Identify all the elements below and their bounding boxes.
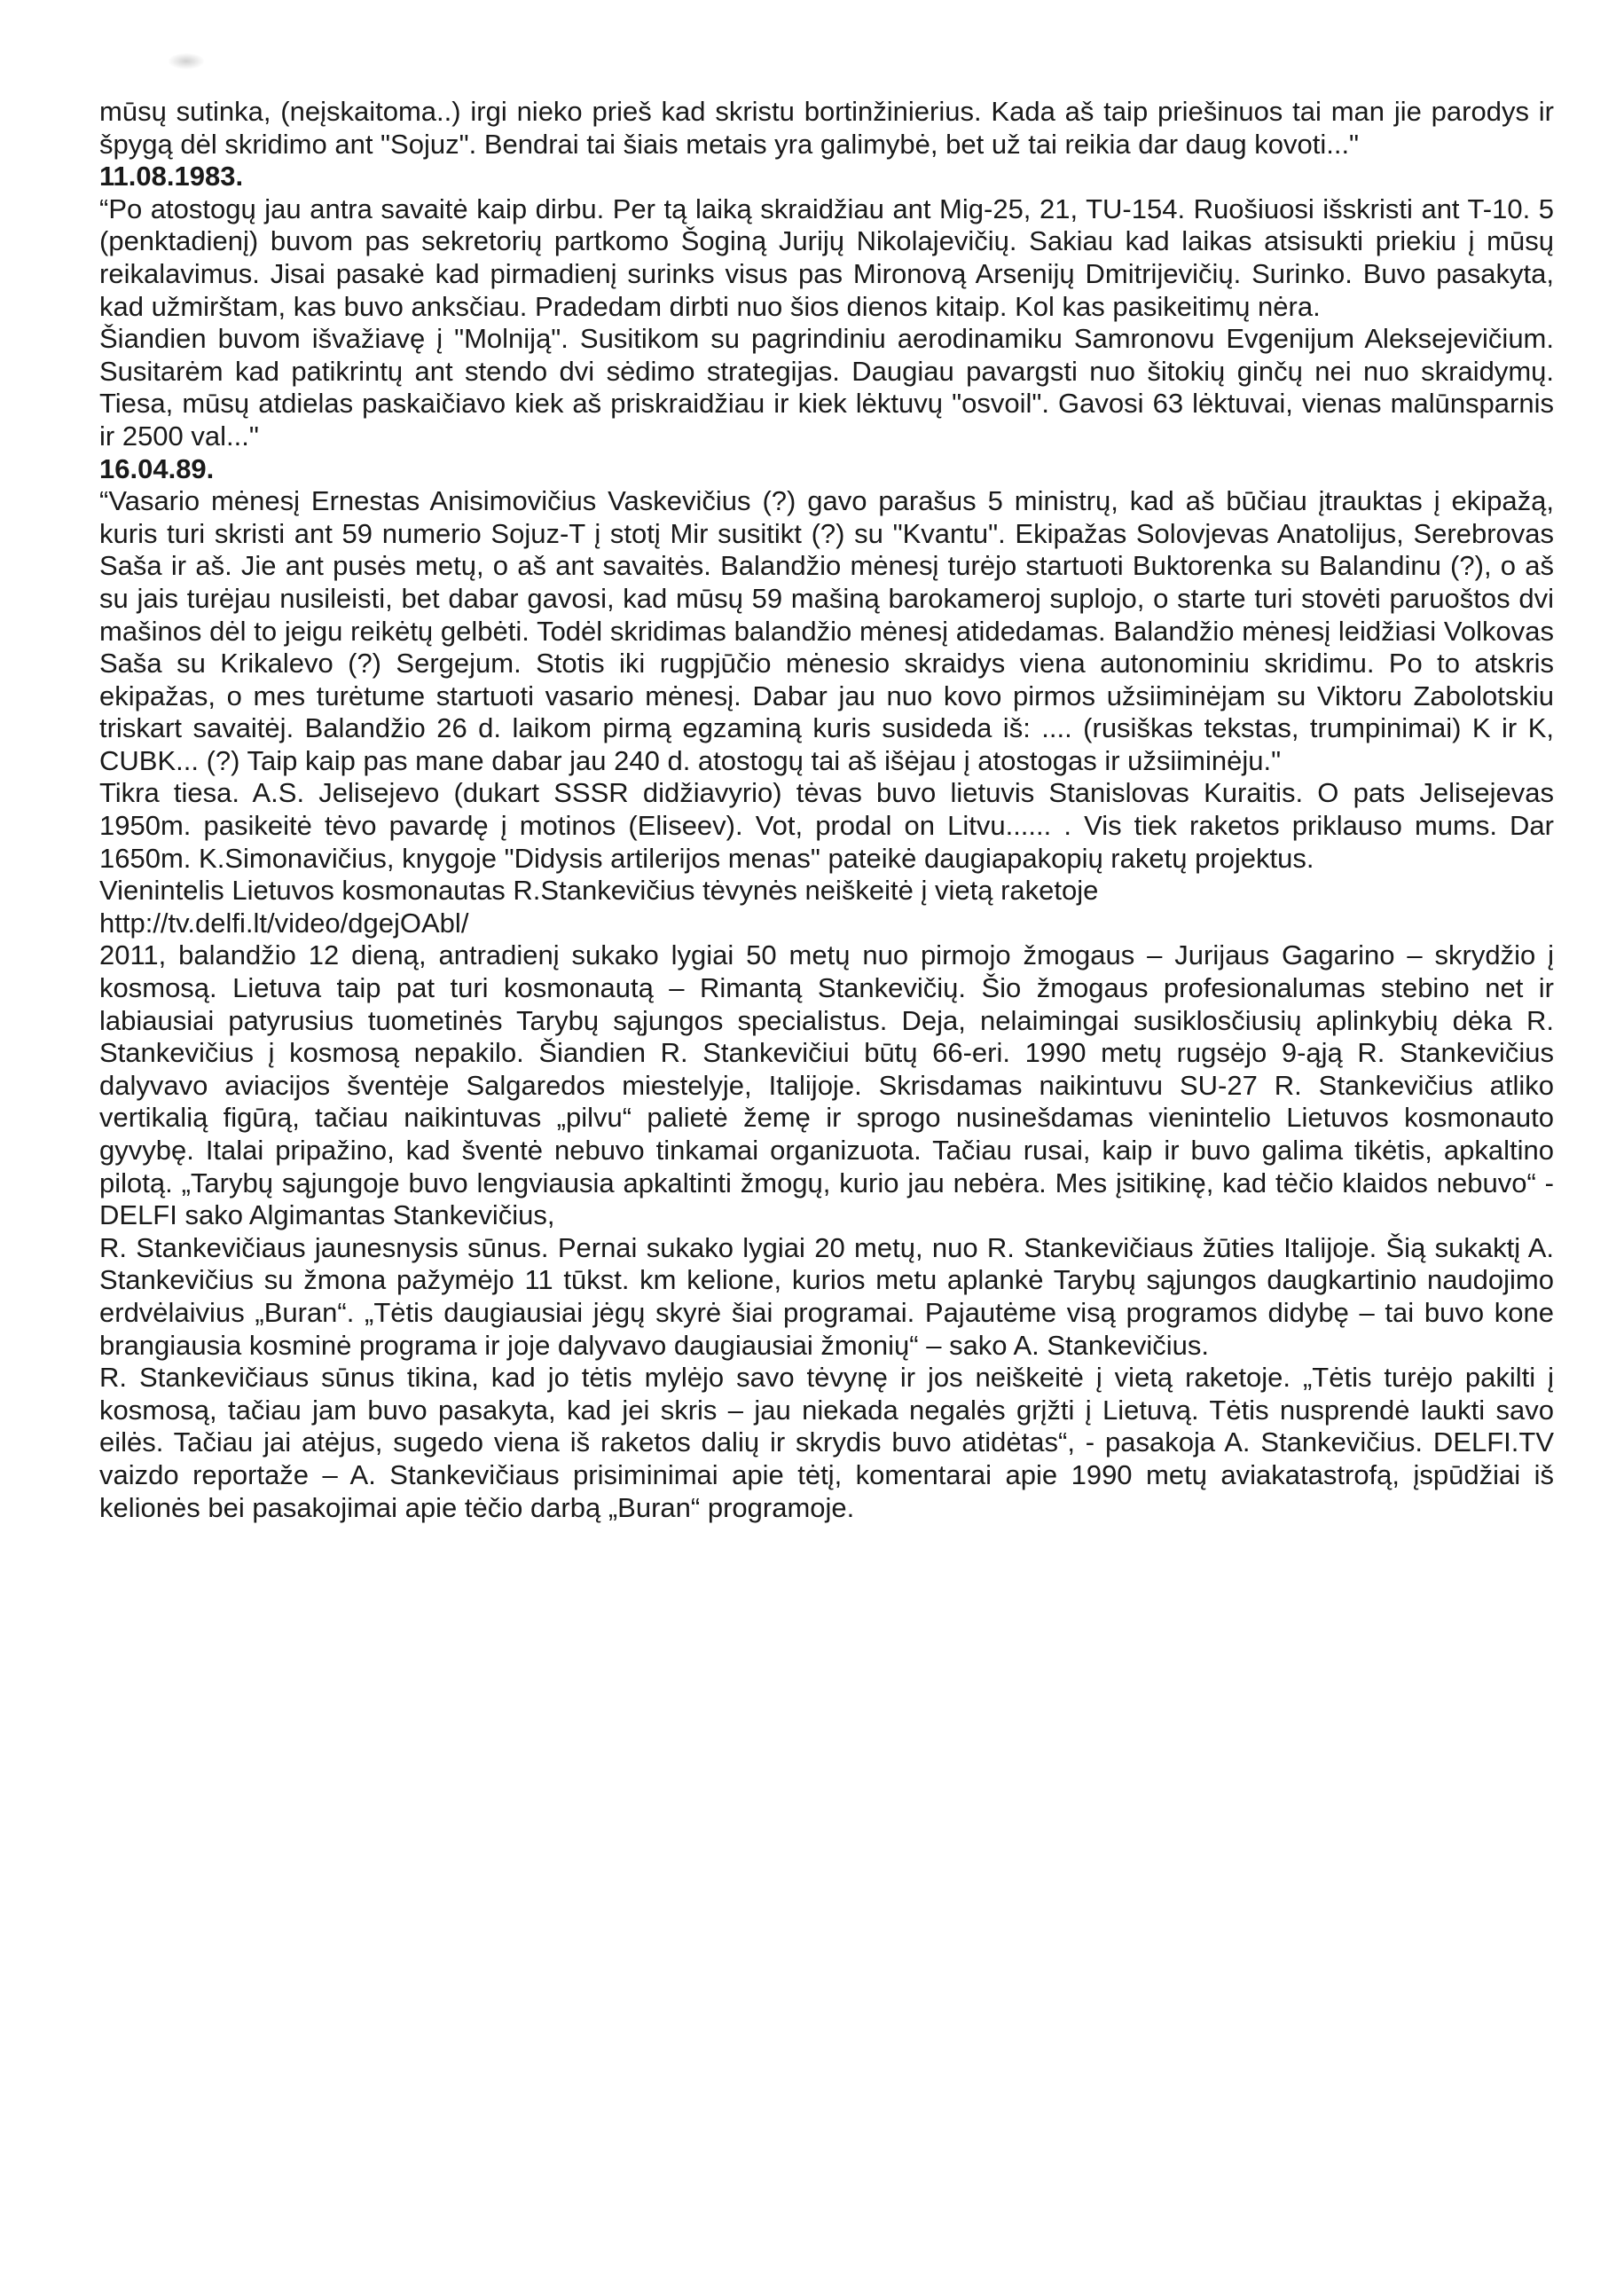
- entry-date: 16.04.89.: [99, 452, 215, 484]
- paragraph: mūsų sutinka, (neįskaitoma..) irgi nieko prieš kad skristu bortinžinierius. Kada aš taip priešinuos tai man jie parodys ir špygą dėl skridimo ant "Sojuz". Bendrai tai šiais metais yra galimybė, bet už tai reikia dar daug kovoti...": [99, 96, 1554, 160]
- paragraph: R. Stankevičiaus jaunesnysis sūnus. Pernai sukako lygiai 20 metų, nuo R. Stankevičiaus žūties Italijoje. Šią sukaktį A. Stankevičius su žmona pažymėjo 11 tūkst. km kelione, kurios metu aplankė Tarybų sąjungos daugkartinio naudojimo erdvėlaivius „Buran“. „Tėtis daugiausiai jėgų skyrė šiai programai. Pajautėme visą programos didybę – tai buvo kone brangiausia kosminė programa ir joje dalyvavo daugiausiai žmonių“ – sako A. Stankevičius.: [99, 1231, 1554, 1361]
- document-page: [99, 96, 1554, 1524]
- article-headline: Vienintelis Lietuvos kosmonautas R.Stankevičius tėvynės neiškeitė į vietą raketoje: [99, 875, 1099, 907]
- scan-smudge: [169, 53, 204, 69]
- paragraph: Tikra tiesa. A.S. Jelisejevo (dukart SSSR didžiavyrio) tėvas buvo lietuvis Stanislovas Kuraitis. O pats Jelisejevas 1950m. pasikeitė tėvo pavardę į motinos (Eliseev). Vot, prodal on Litvu...... . Vis tiek raketos priklauso mums. Dar 1650m. K.Simonavičius, knygoje "Didysis artilerijos menas" pateikė daugiapakopių raketų projektus.: [99, 777, 1554, 874]
- article-url: http://tv.delfi.lt/video/dgejOAbl/: [99, 907, 469, 939]
- paragraph: Šiandien buvom išvažiavę į "Molniją". Susitikom su pagrindiniu aerodinamiku Samronovu Evgenijum Aleksejevičium. Susitarėm kad patikrintų ant stendo dvi sėdimo strategijas. Daugiau pavargsti nuo šitokių ginčų nei nuo skraidymų. Tiesa, mūsų atdielas paskaičiavo kiek aš priskraidžiau ir kiek lėktuvų "osvoil". Gavosi 63 lėktuvai, vienas malūnsparnis ir 2500 val...": [99, 323, 1554, 452]
- paragraph: “Vasario mėnesį Ernestas Anisimovičius Vaskevičius (?) gavo parašus 5 ministrų, kad aš būčiau įtrauktas į ekipažą, kuris turi skristi ant 59 numerio Sojuz-T į stotį Mir susitikt (?) su "Kvantu". Ekipažas Solovjevas Anatolijus, Serebrovas Saša ir aš. Jie ant pusės metų, o aš ant savaitės. Balandžio mėnesį turėjo startuoti Buktorenka su Balandinu (?), o aš su jais turėjau nusileisti, bet dabar gavosi, kad mūsų 59 mašiną barokameroj suplojo, o starte turi stovėti paruoštos dvi mašinos dėl to jeigu reikėtų gelbėti. Todėl skridimas balandžio mėnesį atidedamas. Balandžio mėnesį leidžiasi Volkovas Saša su Krikalevo (?) Sergejum. Stotis iki rugpjūčio mėnesio skraidys viena autonominiu skridimu. Po to atskris ekipažas, o mes turėtume startuoti vasario mėnesį. Dabar jau nuo kovo pirmos užsiiminėjam su Viktoru Zabolotskiu triskart savaitėj. Balandžio 26 d. laikom pirmą egzaminą kuris susideda iš: .... (rusiškas tekstas, trumpinimai) K ir K, CUBK... (?) Taip kaip pas mane dabar jau 240 d. atostogų tai aš išėjau į atostogas ir užsiiminėju.": [99, 485, 1554, 776]
- paragraph: 2011, balandžio 12 dieną, antradienį sukako lygiai 50 metų nuo pirmojo žmogaus – Jurijaus Gagarino – skrydžio į kosmosą. Lietuva taip pat turi kosmonautą – Rimantą Stankevičių. Šio žmogaus profesionalumas stebino net ir labiausiai patyrusius tuometinės Tarybų sąjungos specialistus. Deja, nelaimingai susiklosčiusių aplinkybių dėka R. Stankevičius į kosmosą nepakilo. Šiandien R. Stankevičiui būtų 66-eri. 1990 metų rugsėjo 9-ąją R. Stankevičius dalyvavo aviacijos šventėje Salgaredos miestelyje, Italijoje. Skrisdamas naikintuvu SU-27 R. Stankevičius atliko vertikalią figūrą, tačiau naikintuvas „pilvu“ palietė žemę ir sprogo nusinešdamas vienintelio Lietuvos kosmonauto gyvybę. Italai pripažino, kad šventė nebuvo tinkamai organizuota. Tačiau rusai, kaip ir buvo galima tikėtis, apkaltino pilotą. „Tarybų sąjungoje buvo lengviausia apkaltinti žmogų, kurio jau nebėra. Mes įsitikinę, kad tėčio klaidos nebuvo“ - DELFI sako Algimantas Stankevičius,: [99, 939, 1554, 1231]
- paragraph: R. Stankevičiaus sūnus tikina, kad jo tėtis mylėjo savo tėvynę ir jos neiškeitė į vietą raketoje. „Tėtis turėjo pakilti į kosmosą, tačiau jam buvo pasakyta, kad jei skris – jau niekada negalės grįžti į Lietuvą. Tėtis nusprendė laukti savo eilės. Tačiau jai atėjus, sugedo viena iš raketos dalių ir skrydis buvo atidėtas“, - pasakoja A. Stankevičius. DELFI.TV vaizdo reportaže – A. Stankevičiaus prisiminimai apie tėtį, komentarai apie 1990 metų aviakatastrofą, įspūdžiai iš kelionės bei pasakojimai apie tėčio darbą „Buran“ programoje.: [99, 1362, 1554, 1523]
- paragraph: “Po atostogų jau antra savaitė kaip dirbu. Per tą laiką skraidžiau ant Mig-25, 21, TU-154. Ruošiuosi išskristi ant T-10. 5 (penktadienį) buvom pas sekretorių partkomo Šoginą Jurijų Nikolajevičių. Sakiau kad laikas atsisukti priekiu į mūsų reikalavimus. Jisai pasakė kad pirmadienį surinks visus pas Mironovą Arsenijų Dmitrijevičių. Surinko. Buvo pasakyta, kad užmirštam, kas buvo anksčiau. Pradedam dirbti nuo šios dienos kitaip. Kol kas pasikeitimų nėra.: [99, 193, 1554, 322]
- entry-date: 11.08.1983.: [99, 161, 244, 193]
